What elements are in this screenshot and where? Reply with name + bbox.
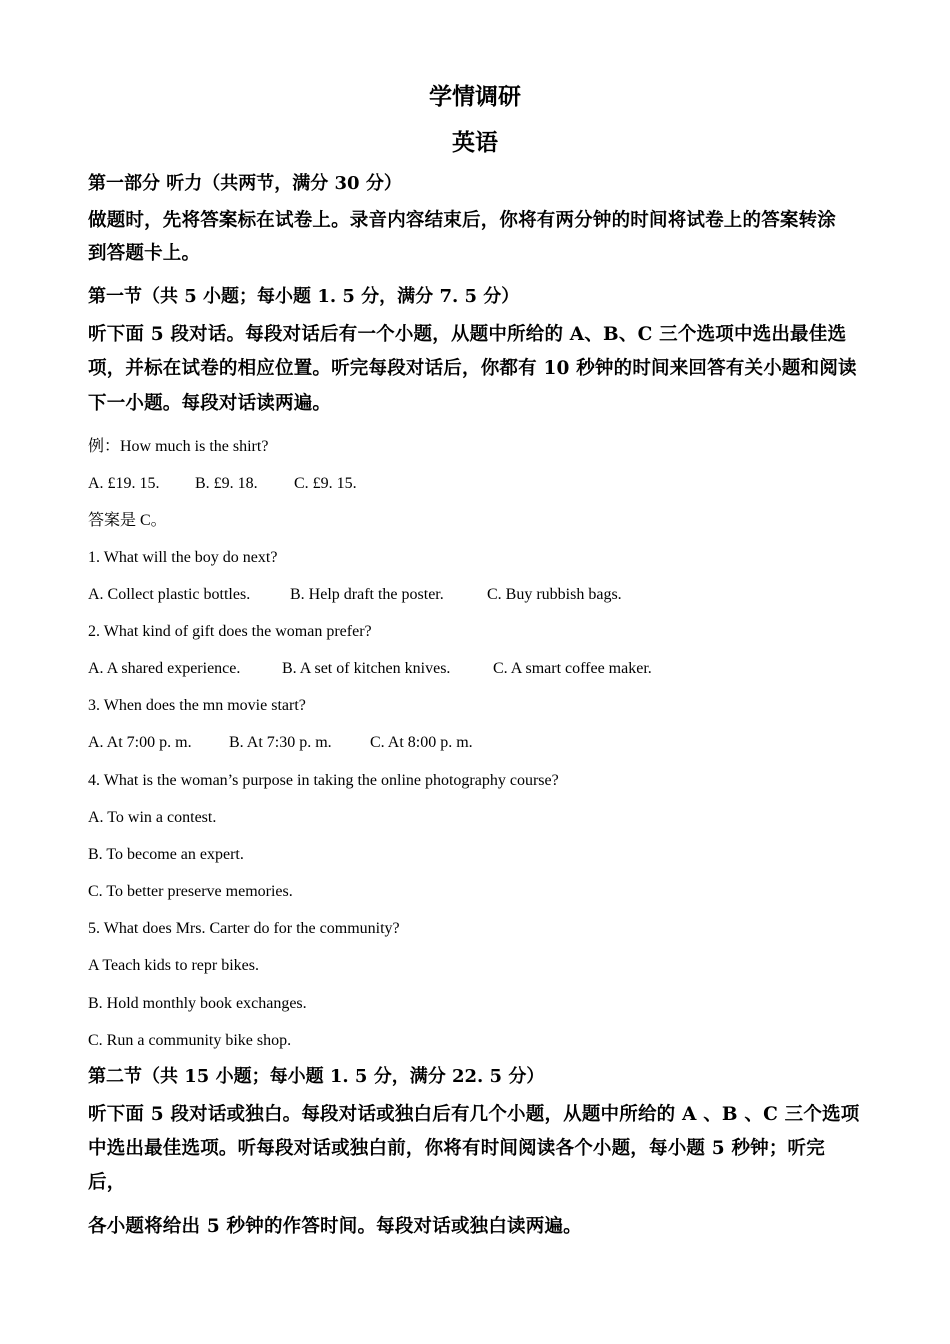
section1-instruction-line: 项，并标在试卷的相应位置。听完每段对话后，你都有 10 秒钟的时间来回答有关小题和阅读 — [88, 358, 857, 379]
option: B. Help draft the poster. — [290, 586, 444, 603]
question-1-options — [88, 585, 622, 605]
section2-heading: 第二节（共 15 小题；每小题 1. 5 分，满分 22. 5 分） — [88, 1066, 545, 1087]
option: C. At 8:00 p. m. — [370, 734, 473, 751]
section2-instruction-line: 各小题将给出 5 秒钟的作答时间。每段对话或独白读两遍。 — [88, 1216, 582, 1237]
option: C. £9. 15. — [294, 475, 357, 492]
option: B. A set of kitchen knives. — [282, 660, 451, 677]
question-5-option-a: A Teach kids to repr bikes. — [88, 957, 259, 974]
section2-instruction-line: 听下面 5 段对话或独白。每段对话或独白后有几个小题，从题中所给的 A 、B 、C 三个选项 — [88, 1104, 860, 1125]
question-5: 5. What does Mrs. Carter do for the community? — [88, 920, 400, 937]
question-5-option-c: C. Run a community bike shop. — [88, 1032, 292, 1049]
example-question: 例：How much is the shirt? — [88, 438, 269, 455]
section1-instruction-line: 下一小题。每段对话读两遍。 — [88, 393, 332, 414]
question-4-option-b: B. To become an expert. — [88, 846, 244, 863]
example-options — [88, 474, 357, 494]
part1-heading: 第一部分 听力（共两节，满分 30 分） — [88, 173, 402, 194]
question-4-option-a: A. To win a contest. — [88, 809, 217, 826]
part1-instruction-line: 做题时，先将答案标在试卷上。录音内容结束后，你将有两分钟的时间将试卷上的答案转涂 — [88, 210, 837, 231]
section1-heading: 第一节（共 5 小题；每小题 1. 5 分，满分 7. 5 分） — [88, 286, 520, 307]
page-title: 学情调研 — [429, 83, 521, 110]
question-2-options — [88, 659, 652, 679]
question-3: 3. When does the mn movie start? — [88, 697, 306, 714]
question-4-option-c: C. To better preserve memories. — [88, 883, 293, 900]
option: C. Buy rubbish bags. — [487, 586, 622, 603]
part1-instruction-line: 到答题卡上。 — [88, 243, 201, 264]
option: B. £9. 18. — [195, 475, 258, 492]
option: B. At 7:30 p. m. — [229, 734, 332, 751]
section1-instruction-line: 听下面 5 段对话。每段对话后有一个小题，从题中所给的 A、B、C 三个选项中选出最佳选 — [88, 324, 847, 345]
section2-instruction-line: 中选出最佳选项。听每段对话或独白前，你将有时间阅读各个小题，每小题 5 秒钟；听完 — [88, 1138, 825, 1159]
question-3-options — [88, 733, 473, 753]
option: A. A shared experience. — [88, 660, 241, 677]
example-answer: 答案是 C。 — [88, 512, 167, 529]
option: C. A smart coffee maker. — [493, 660, 652, 677]
question-5-option-b: B. Hold monthly book exchanges. — [88, 995, 307, 1012]
question-4: 4. What is the woman’s purpose in taking the online photography course? — [88, 772, 559, 789]
option: A. At 7:00 p. m. — [88, 734, 192, 751]
section2-instruction-line: 后， — [88, 1172, 126, 1193]
subject-title: 英语 — [452, 129, 498, 156]
question-2: 2. What kind of gift does the woman prefer? — [88, 623, 372, 640]
option: A. £19. 15. — [88, 475, 160, 492]
option: A. Collect plastic bottles. — [88, 586, 251, 603]
question-1: 1. What will the boy do next? — [88, 549, 278, 566]
